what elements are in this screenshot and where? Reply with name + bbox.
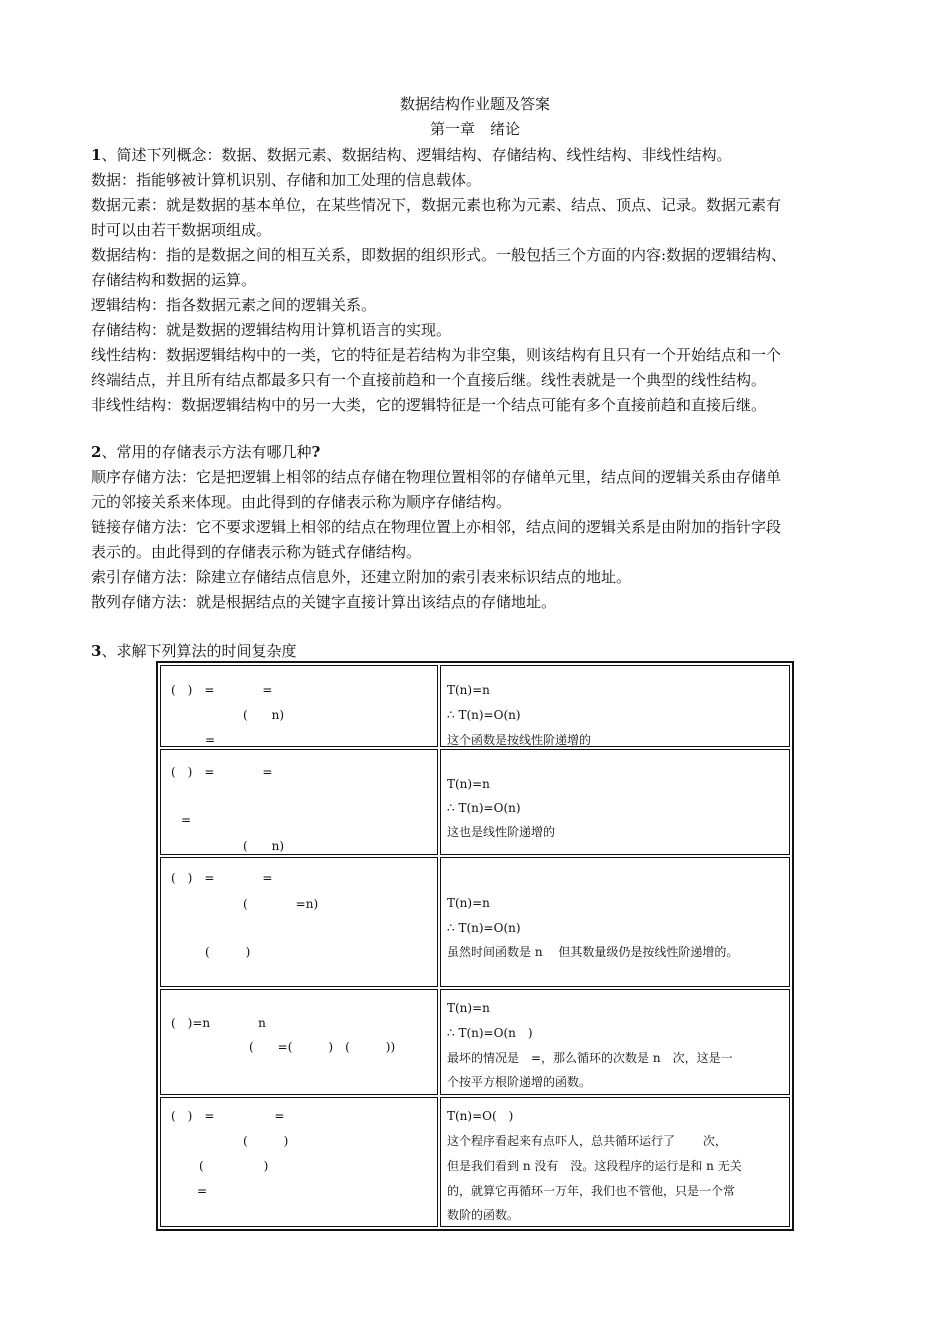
answer-text: T(n)=n (447, 896, 490, 910)
answer-cell (440, 665, 790, 747)
algorithm-cell (160, 665, 438, 747)
algorithm-cell (160, 1097, 438, 1227)
answer-line: 数据元素：就是数据的基本单位，在某些情况下，数据元素也称为元素、结点、顶点、记录。数据元素有 (91, 196, 782, 214)
question-2-heading (91, 442, 871, 462)
answer-text: 这也是线性阶递增的 (447, 825, 556, 839)
answer-line: 元的邻接关系来体现。由此得到的存储表示称为顺序存储结构。 (91, 493, 512, 511)
code-fragment: ( =n) (243, 897, 319, 911)
answer-text: ∴ T(n)=O(n ) (447, 1026, 533, 1040)
answer-text: 个按平方根阶递增的函数。 (447, 1075, 592, 1089)
answer-text: ∴ T(n)=O(n) (447, 921, 521, 935)
code-fragment: = (181, 813, 192, 827)
answer-line: 逻辑结构：指各数据元素之间的逻辑关系。 (91, 296, 377, 314)
answer-cell (440, 857, 790, 987)
table-row (160, 749, 790, 855)
answer-line: 散列存储方法：就是根据结点的关键字直接计算出该结点的存储地址。 (91, 593, 557, 611)
table-row (160, 1097, 790, 1227)
answer-line: 顺序存储方法：它是把逻辑上相邻的结点存储在物理位置相邻的存储单元里，结点间的逻辑关系由存储单 (91, 468, 782, 486)
code-fragment: = (205, 733, 216, 747)
code-fragment: ( ) = = (171, 765, 273, 779)
answer-text: T(n)=n (447, 777, 490, 791)
answer-text: ∴ T(n)=O(n) (447, 708, 521, 722)
answer-text: 数阶的函数。 (447, 1208, 520, 1222)
answer-text: T(n)=n (447, 683, 490, 697)
answer-text: 最坏的情况是 =，那么循环的次数是 n 次，这是一 (447, 1051, 733, 1065)
algorithm-cell (160, 857, 438, 987)
question-number: 2 (91, 443, 102, 461)
question-text: 、求解下列算法的时间复杂度 (101, 642, 297, 660)
answer-line: 存储结构：就是数据的逻辑结构用计算机语言的实现。 (91, 321, 452, 339)
answer-text: T(n)=O( ) (447, 1109, 514, 1123)
answer-line: 存储结构和数据的运算。 (91, 271, 257, 289)
document-title: 数据结构作业题及答案 (399, 95, 550, 113)
algorithm-cell (160, 749, 438, 855)
question-mark: ? (311, 443, 321, 461)
question-text: 、常用的存储表示方法有哪几种 (101, 443, 312, 461)
question-number: 1 (91, 146, 102, 164)
table-row (160, 857, 790, 987)
code-fragment: ( )=n n (171, 1016, 266, 1030)
code-fragment: ( ) = = (171, 1109, 285, 1123)
code-fragment: ( ) = = (171, 683, 273, 697)
complexity-table (156, 661, 794, 1231)
chapter-heading: 第一章 绪论 (429, 120, 520, 138)
answer-line: 时可以由若干数据项组成。 (91, 221, 272, 239)
table-row (160, 989, 790, 1095)
code-fragment: ( ) (205, 945, 251, 959)
question-text: 、简述下列概念：数据、数据元素、数据结构、逻辑结构、存储结构、线性结构、非线性结构。 (101, 146, 732, 164)
answer-line: 终端结点，并且所有结点都最多只有一个直接前趋和一个直接后继。线性表就是一个典型的线性结构。 (91, 371, 767, 389)
question-number: 3 (91, 642, 102, 660)
code-fragment: ( ) = = (171, 871, 273, 885)
answer-cell (440, 989, 790, 1095)
code-fragment: ( n) (243, 708, 285, 722)
answer-text: T(n)=n (447, 1001, 490, 1015)
answer-text: 但是我们看到 n 没有 没。这段程序的运行是和 n 无关 (447, 1159, 742, 1173)
answer-line: 数据：指能够被计算机识别、存储和加工处理的信息载体。 (91, 171, 482, 189)
code-fragment: ( =( ) ( )) (249, 1040, 396, 1054)
code-fragment: = (197, 1184, 208, 1198)
answer-cell (440, 1097, 790, 1227)
algorithm-cell (160, 989, 438, 1095)
answer-cell (440, 749, 790, 855)
answer-line: 表示的。由此得到的存储表示称为链式存储结构。 (91, 543, 422, 561)
question-3-heading (91, 641, 871, 661)
answer-line: 链接存储方法：它不要求逻辑上相邻的结点在物理位置上亦相邻，结点间的逻辑关系是由附加的指针字段 (91, 518, 782, 536)
code-fragment: ( ) (243, 1134, 289, 1148)
answer-line: 非线性结构：数据逻辑结构中的另一大类，它的逻辑特征是一个结点可能有多个直接前趋和直接后继。 (91, 396, 767, 414)
code-fragment: ( ) (199, 1159, 269, 1173)
answer-line: 线性结构：数据逻辑结构中的一类，它的特征是若结构为非空集，则该结构有且只有一个开始结点和一个 (91, 346, 782, 364)
table-row (160, 665, 790, 747)
answer-text: 的，就算它再循环一万年，我们也不管他，只是一个常 (447, 1184, 736, 1198)
answer-text: ∴ T(n)=O(n) (447, 801, 521, 815)
answer-line: 索引存储方法：除建立存储结点信息外，还建立附加的索引表来标识结点的地址。 (91, 568, 632, 586)
answer-text: 这个函数是按线性阶递增的 (447, 733, 592, 747)
answer-line: 数据结构：指的是数据之间的相互关系，即数据的组织形式。一般包括三个方面的内容:数据的逻辑结构、 (91, 246, 787, 264)
code-fragment: ( n) (243, 839, 285, 853)
question-1-heading (91, 145, 871, 165)
answer-text: 虽然时间函数是 n 但其数量级仍是按线性阶递增的。 (447, 945, 739, 959)
answer-text: 这个程序看起来有点吓人，总共循环运行了 次， (447, 1134, 727, 1148)
